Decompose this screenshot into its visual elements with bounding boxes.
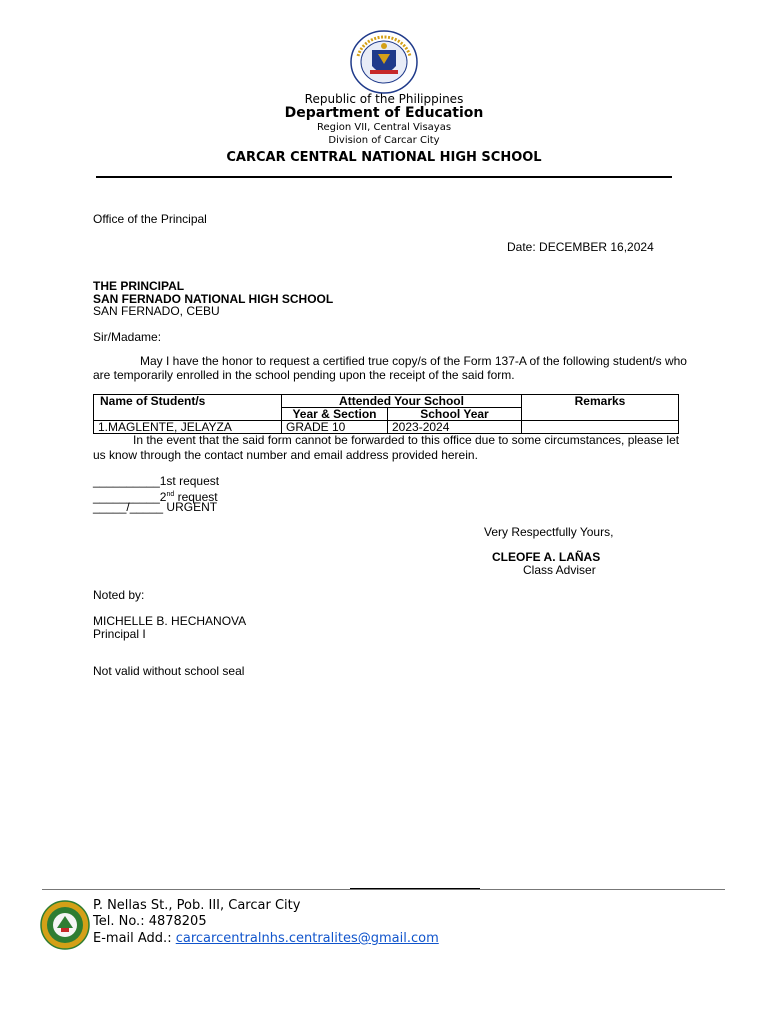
follow-line-2: us know through the contact number and email address provided herein.: [93, 448, 478, 462]
department-line: Department of Education: [284, 105, 484, 121]
request-second-label: request: [174, 490, 218, 504]
region-line: Region VII, Central Visayas: [316, 122, 452, 133]
footer-email-link[interactable]: carcarcentralnhs.centralites@gmail.com: [175, 931, 439, 946]
footer-email-line: [93, 931, 439, 947]
recipient-school: SAN FERNADO NATIONAL HIGH SCHOOL: [93, 292, 334, 306]
header-divider: [96, 176, 672, 178]
principal-name: MICHELLE B. HECHANOVA: [93, 614, 247, 628]
signatory-role: Class Adviser: [523, 563, 596, 577]
request-first: [93, 475, 219, 488]
footer-address: P. Nellas St., Pob. III, Carcar City: [93, 898, 301, 913]
header-school-year: School Year: [388, 408, 522, 421]
deped-seal-logo: [350, 30, 418, 94]
header-attended: Attended Your School: [282, 395, 522, 408]
date-value: DECEMBER 16,2024: [539, 240, 654, 254]
footer-divider-accent: [350, 888, 480, 889]
header-year-section: Year & Section: [282, 408, 388, 421]
request-second-num: 2: [159, 490, 167, 504]
header-student-name: Name of Student/s: [94, 395, 282, 421]
salutation: Sir/Madame:: [93, 330, 162, 344]
school-seal-logo: [40, 900, 90, 950]
signatory-name: CLEOFE A. LAÑAS: [492, 550, 601, 564]
body-line-1: May I have the honor to request a certified true copy/s of the Form 137-A of the following student/s who: [140, 354, 687, 368]
recipient-address: SAN FERNADO, CEBU: [93, 304, 220, 318]
request-urgent: [93, 501, 217, 514]
footer-tel: Tel. No.: 4878205: [93, 914, 207, 929]
division-line: Division of Carcar City: [328, 135, 440, 146]
request-first-label: 1st request: [159, 474, 220, 488]
urgent-label: URGENT: [166, 500, 218, 514]
header-remarks: Remarks: [522, 395, 679, 421]
date-line: [507, 241, 654, 254]
urgent-blank: _____/_____: [93, 500, 164, 514]
republic-line: Republic of the Philippines: [304, 92, 464, 106]
validity-note: Not valid without school seal: [93, 664, 245, 678]
office-line: Office of the Principal: [93, 212, 207, 226]
footer-email-label: E-mail Add.:: [93, 931, 176, 946]
school-name: CARCAR CENTRAL NATIONAL HIGH SCHOOL: [226, 150, 542, 165]
cell-school-year: 2023-2024: [388, 421, 522, 434]
student-request-table: [93, 394, 679, 434]
request-second-blank: __________: [93, 490, 160, 504]
follow-line-1: In the event that the said form cannot be forwarded to this office due to some circumstances, please let: [133, 433, 680, 447]
noted-by: Noted by:: [93, 588, 145, 602]
cell-year-section: GRADE 10: [282, 421, 388, 434]
cell-student-name: 1.MAGLENTE, JELAYZA: [94, 421, 282, 434]
body-line-2: are temporarily enrolled in the school pending upon the receipt of the said form.: [93, 368, 515, 382]
date-label: Date:: [507, 240, 536, 254]
request-first-blank: __________: [93, 474, 160, 488]
principal-role: Principal I: [93, 627, 146, 641]
request-second-sup: nd: [166, 491, 175, 498]
cell-remarks: [522, 421, 679, 434]
footer-divider: [42, 889, 725, 890]
closing: Very Respectfully Yours,: [484, 525, 614, 539]
table-row: [94, 421, 679, 434]
recipient-title: THE PRINCIPAL: [93, 279, 185, 293]
